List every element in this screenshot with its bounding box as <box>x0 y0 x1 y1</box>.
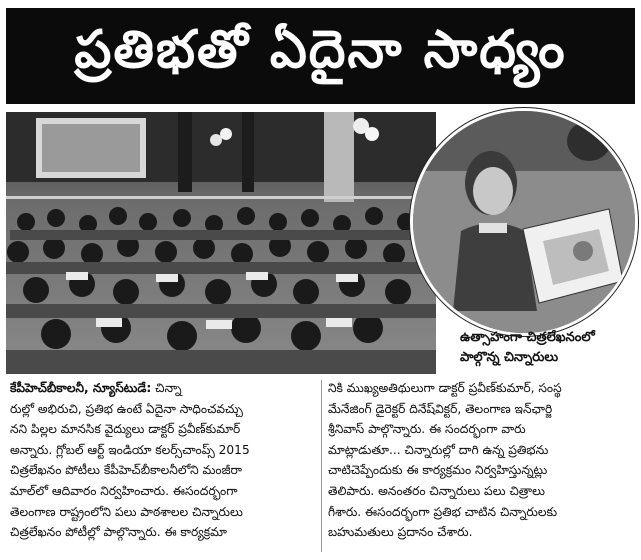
photo-caption <box>460 328 636 368</box>
article-line: గీశారు. ఈసందర్భంగా ప్రతిభ చాటిన చిన్నారులకు <box>328 504 558 519</box>
article-line: చాటిచెప్పేందుకు ఈ కార్యక్రమం నిర్వహిస్తున్నట్లు <box>328 463 548 478</box>
caption-line: ఉత్సాహంగా చిత్రలేఖనంలో <box>460 330 595 345</box>
article-line: తెలిపారు. అనంతరం చిన్నారులు పలు చిత్రాలు <box>328 483 545 498</box>
article-line: అన్నారు. గ్లోబల్ ఆర్ట్ ఇండియా కలర్స్‌చాంప్స్ 2015 <box>10 442 250 457</box>
article-line: కేపీహెచ్‌బీకాలనీ, న్యూస్‌టుడే: చిన్నా <box>10 381 182 395</box>
caption-line: పాల్గొన్న చిన్నారులు <box>460 350 559 365</box>
article-line: శ్రీనివాస్ పాల్గొన్నారు. ఈ సందర్భంగా వారు <box>328 422 526 437</box>
column-divider <box>321 380 322 552</box>
article-column-1 <box>10 378 316 543</box>
article-line: చిత్రలేఖనం పోటీల్లో పాల్గొన్నారు. ఈ కార్యక్రమా <box>10 525 227 540</box>
article-line: నని పిల్లల మానసిక వైద్యులు డాక్టర్ ప్రవీణ్‌కుమార్ <box>10 422 241 437</box>
article-line: నికి ముఖ్యఅతిథులుగా డాక్టర్ ప్రవీణ్‌కుమార్, సంస్థ <box>328 381 562 395</box>
article-line: మాట్లాడుతూ... చిన్నారుల్లో దాగి ఉన్న ప్రతిభను <box>328 442 549 457</box>
byline: కేపీహెచ్‌బీకాలనీ, న్యూస్‌టుడే: <box>10 381 152 395</box>
headline-text: ప్రతిభతో ఏదైనా సాధ్యం <box>74 19 567 80</box>
article-line: మేనేజింగ్ డైరెక్టర్ దినేష్‌విక్టర్, తెలంగాణ ఇన్‌ఛార్జి <box>328 401 553 416</box>
article-line: రుల్లో అభిరుచి, ప్రతిభ ఉంటే ఏదైనా సాధించవచ్చు <box>10 401 243 416</box>
article-line: బహుమతులు ప్రదానం చేశారు. <box>328 525 473 540</box>
crowd-photo <box>6 112 436 374</box>
article-line: మాల్‌లో ఆదివారం నిర్వహించారు. ఈసందర్భంగా <box>10 483 238 498</box>
headline-banner <box>6 8 635 104</box>
article-line: చిత్రలేఖనం పోటీలు కేపీహెచ్‌బీకాలనీలోని మంజీరా <box>10 463 242 478</box>
girl-drawing-photo <box>410 108 638 336</box>
article-column-2 <box>328 378 634 543</box>
article-line: తెలంగాణ రాష్ట్రంలోని పలు పాఠశాలల చిన్నారులు <box>10 504 243 519</box>
